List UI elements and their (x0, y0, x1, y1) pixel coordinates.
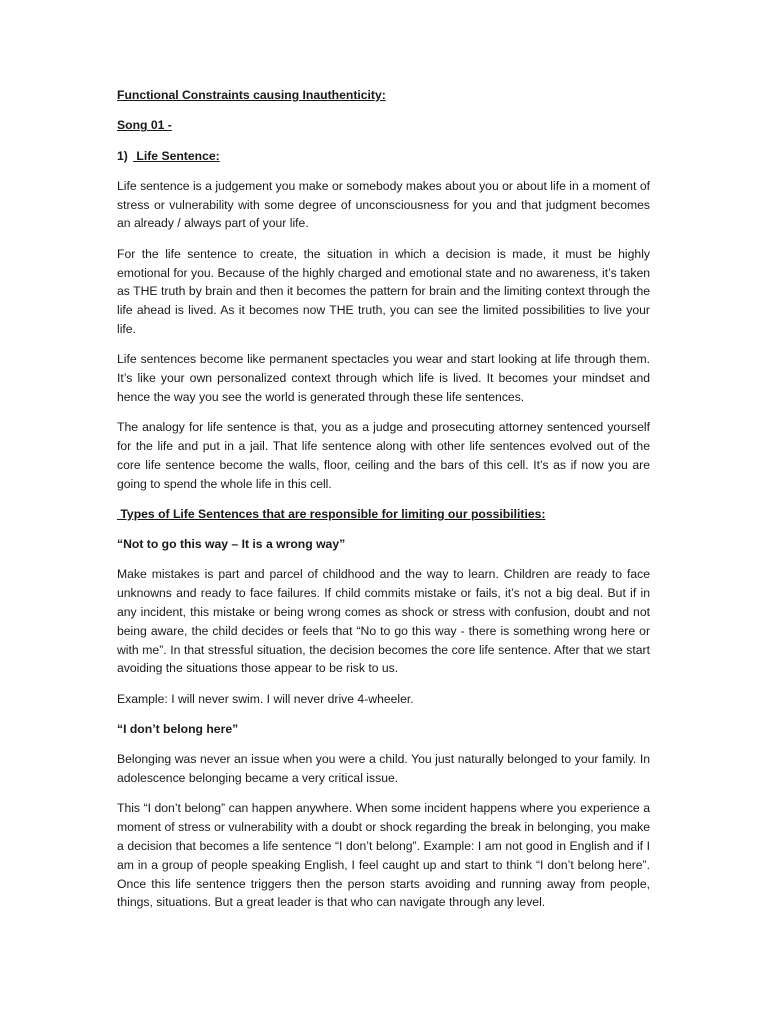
paragraph: Example: I will never swim. I will never drive 4-wheeler. (117, 691, 414, 706)
paragraph: This “I don’t belong” can happen anywhere. When some incident happens where you experience a moment of stress or vulnerability with a doubt or shock regarding the break in belonging, you make a decision that becomes a life sentence “I don’t belong”. Example: I am not good in English and if I am in a group of people speaking English, I feel caught up and start to think “I don’t belong here”. Once this life sentence triggers then the person starts avoiding and running away from people, things, situations. But a great leader is that who can navigate through any level. (117, 801, 650, 910)
types-heading: Types of Life Sentences that are responsible for limiting our possibilities: (117, 506, 546, 521)
paragraph: Life sentence is a judgement you make or somebody makes about you or about life in a moment of stress or vulnerability with some degree of unconsciousness for you and that judgment becomes an already / always part of your life. (117, 178, 650, 231)
paragraph: Make mistakes is part and parcel of childhood and the way to learn. Children are ready to face unknowns and ready to face failures. If child commits mistake or fails, it’s not a big deal. But if in any incident, this mistake or being wrong comes as shock or stress with confusion, doubt and not being aware, the child decides or feels that “No to go this way - there is something wrong here or with me”. In that stressful situation, the decision becomes the core life sentence. After that we start avoiding the situations those appear to be risk to us. (117, 567, 650, 676)
type2-title: “I don’t belong here” (117, 722, 239, 737)
section-heading (117, 147, 650, 166)
paragraph: The analogy for life sentence is that, you as a judge and prosecuting attorney sentenced yourself for the life and put in a jail. That life sentence along with other life sentences evolved out of the core life sentence become the walls, floor, ceiling and the bars of this cell. It’s as if now you are going to spend the whole life in this cell. (117, 420, 650, 491)
document-page (117, 86, 650, 924)
paragraph: For the life sentence to create, the situation in which a decision is made, it must be highly emotional for you. Because of the highly charged and emotional state and no awareness, it’s taken as THE truth by brain and then it becomes the pattern for brain and the limiting context through the life ahead is lived. As it becomes now THE truth, you can see the limited possibilities to live your life. (117, 246, 650, 336)
document-title: Functional Constraints causing Inauthenticity: (117, 88, 386, 102)
section-title: Life Sentence: (136, 148, 220, 163)
paragraph: Life sentences become like permanent spectacles you wear and start looking at life through them. It’s like your own personalized context through which life is lived. It becomes your mindset and hence the way you see the world is generated through these life sentences. (117, 352, 650, 404)
type1-title: “Not to go this way – It is a wrong way” (117, 537, 346, 552)
song-label: Song 01 - (117, 118, 172, 133)
paragraph: Belonging was never an issue when you were a child. You just naturally belonged to your family. In adolescence belonging became a very critical issue. (117, 752, 650, 786)
section-number: 1) (117, 148, 128, 163)
